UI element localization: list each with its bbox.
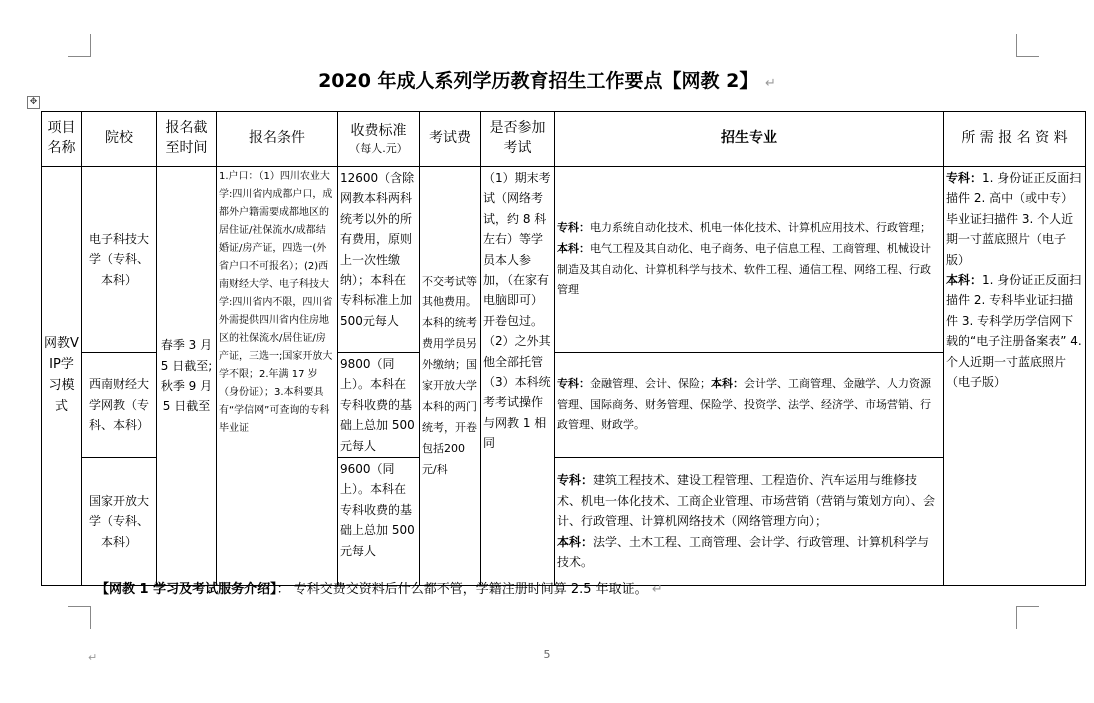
crop-mark-top-right bbox=[1016, 34, 1039, 57]
major-text: 电力系统自动化技术、机电一体化技术、计算机应用技术、行政管理； bbox=[590, 220, 931, 234]
header-exam-fee: 考试费 bbox=[420, 112, 481, 167]
project-cell: 网教VIP学习模式 bbox=[42, 167, 82, 586]
major-text: 建筑工程技术、建设工程管理、工程造价、汽车运用与维修技术、机电一体化技术、工商企业管理、市场营销（营销与策划方向）、会计、行政管理、计算机网络技术（网络管理方向）； bbox=[557, 473, 936, 529]
majors-cell bbox=[555, 167, 944, 353]
enrollment-table bbox=[41, 111, 1086, 586]
major-label: 专科： bbox=[557, 220, 590, 234]
conditions-cell: 1.户口：（1）四川农业大学:四川省内成都户口，成都外户籍需要成都地区的居住证/社保流水/成都结婚证/房产证，四选一(外省户口不可报名）；(2)西南财经大学、电子科技大学:四川省内不限，四川省外需提供四川省内住房地区的社保流水/居住证/房产证，三选一;国家开放大学不限；2.年满 17 岁（身份证）；3.本科要具有“学信网”可查询的专科毕业证 bbox=[217, 167, 338, 586]
major-label: 本科： bbox=[711, 376, 744, 390]
title-text: 2020 年成人系列学历教育招生工作要点【网教 2】 bbox=[318, 70, 759, 92]
major-label: 本科： bbox=[557, 241, 590, 255]
major-label: 本科： bbox=[557, 534, 594, 549]
materials-cell bbox=[944, 167, 1086, 586]
header-conditions: 报名条件 bbox=[217, 112, 338, 167]
major-text: 法学、土木工程、工商管理、会计学、行政管理、计算机科学与技术。 bbox=[557, 534, 930, 570]
header-project: 项目名称 bbox=[42, 112, 82, 167]
major-label: 专科： bbox=[557, 376, 590, 390]
paragraph-mark-icon: ↵ bbox=[765, 76, 776, 91]
materials-text: 1. 身份证正反面扫描件 2. 专科毕业证扫描件 3. 专科学历学信网下载的“电子注册备案表” 4. 个人近期一寸蓝底照片（电子版） bbox=[946, 272, 1082, 389]
fee-cell: 9800（同上）。本科在专科收费的基础上总加 500元每人 bbox=[338, 353, 420, 458]
header-materials: 所 需 报 名 资 料 bbox=[944, 112, 1086, 167]
major-text: 电气工程及其自动化、电子商务、电子信息工程、工商管理、机械设计制造及其自动化、计算机科学与技术、软件工程、通信工程、网络工程、行政管理 bbox=[557, 241, 931, 297]
paragraph-mark-icon: ↵ bbox=[651, 582, 663, 597]
school-cell: 电子科技大学（专科、本科） bbox=[82, 167, 157, 353]
page-number: 5 bbox=[543, 648, 551, 661]
header-row bbox=[42, 112, 1086, 167]
header-majors: 招生专业 bbox=[555, 112, 944, 167]
materials-text: 1. 身份证正反面扫描件 2. 高中（或中专）毕业证扫描件 3. 个人近期一寸蓝底照片（电子版） bbox=[946, 171, 1082, 267]
header-fee bbox=[338, 112, 420, 167]
majors-cell bbox=[555, 457, 944, 585]
header-fee-label: 收费标准 bbox=[350, 122, 407, 139]
crop-mark-bottom-right bbox=[1016, 606, 1039, 629]
majors-cell bbox=[555, 353, 944, 458]
header-deadline: 报名截至时间 bbox=[157, 112, 217, 167]
exam-fee-cell: 不交考试等其他费用。本科的统考费用学员另外缴纳；国家开放大学本科的两门统考，开卷包括200 元/科 bbox=[420, 167, 481, 586]
header-school: 院校 bbox=[82, 112, 157, 167]
major-text: 金融管理、会计、保险； bbox=[590, 376, 711, 390]
table-move-handle-icon[interactable]: ✥ bbox=[27, 96, 40, 109]
table-row bbox=[42, 167, 1086, 353]
exam-cell: （1）期末考试（网络考试，约 8 科左右）等学员本人参加，（在家有电脑即可）开卷包过。（2）之外其他全部托管（3）本科统考考试操作与网教 1 相同 bbox=[481, 167, 555, 586]
fee-cell: 12600（含除网教本科两科统考以外的所有费用，原则上一次性缴纳）；本科在专科标准上加 500元每人 bbox=[338, 167, 420, 353]
deadline-cell: 春季 3 月 5 日截至; 秋季 9 月 5 日截至 bbox=[157, 167, 217, 586]
footer-label: 【网教 1 学习及考试服务介绍】 bbox=[96, 582, 277, 597]
materials-label: 专科： bbox=[946, 171, 983, 185]
school-cell: 西南财经大学网教（专科、本科） bbox=[82, 353, 157, 458]
footer-note bbox=[96, 578, 663, 597]
crop-mark-top-left bbox=[68, 34, 91, 57]
school-cell: 国家开放大学（专科、本科） bbox=[82, 457, 157, 585]
footer-text: ： 专科交费交资料后什么都不管，学籍注册时间算 2.5 年取证。 bbox=[276, 582, 648, 597]
major-text: 会计学、工商管理、金融学、人力资源管理、国际商务、财务管理、保险学、投资学、法学、经济学、市场营销、行政管理、财政学。 bbox=[557, 376, 931, 432]
materials-label: 本科： bbox=[946, 272, 983, 287]
header-exam: 是否参加考试 bbox=[481, 112, 555, 167]
fee-cell: 9600（同上）。本科在专科收费的基础上总加 500元每人 bbox=[338, 457, 420, 585]
major-label: 专科： bbox=[557, 473, 594, 488]
document-title bbox=[0, 66, 1094, 93]
crop-mark-bottom-left bbox=[68, 606, 91, 629]
header-fee-unit: （每人.元） bbox=[349, 142, 408, 156]
paragraph-mark-icon: ↵ bbox=[88, 651, 98, 664]
